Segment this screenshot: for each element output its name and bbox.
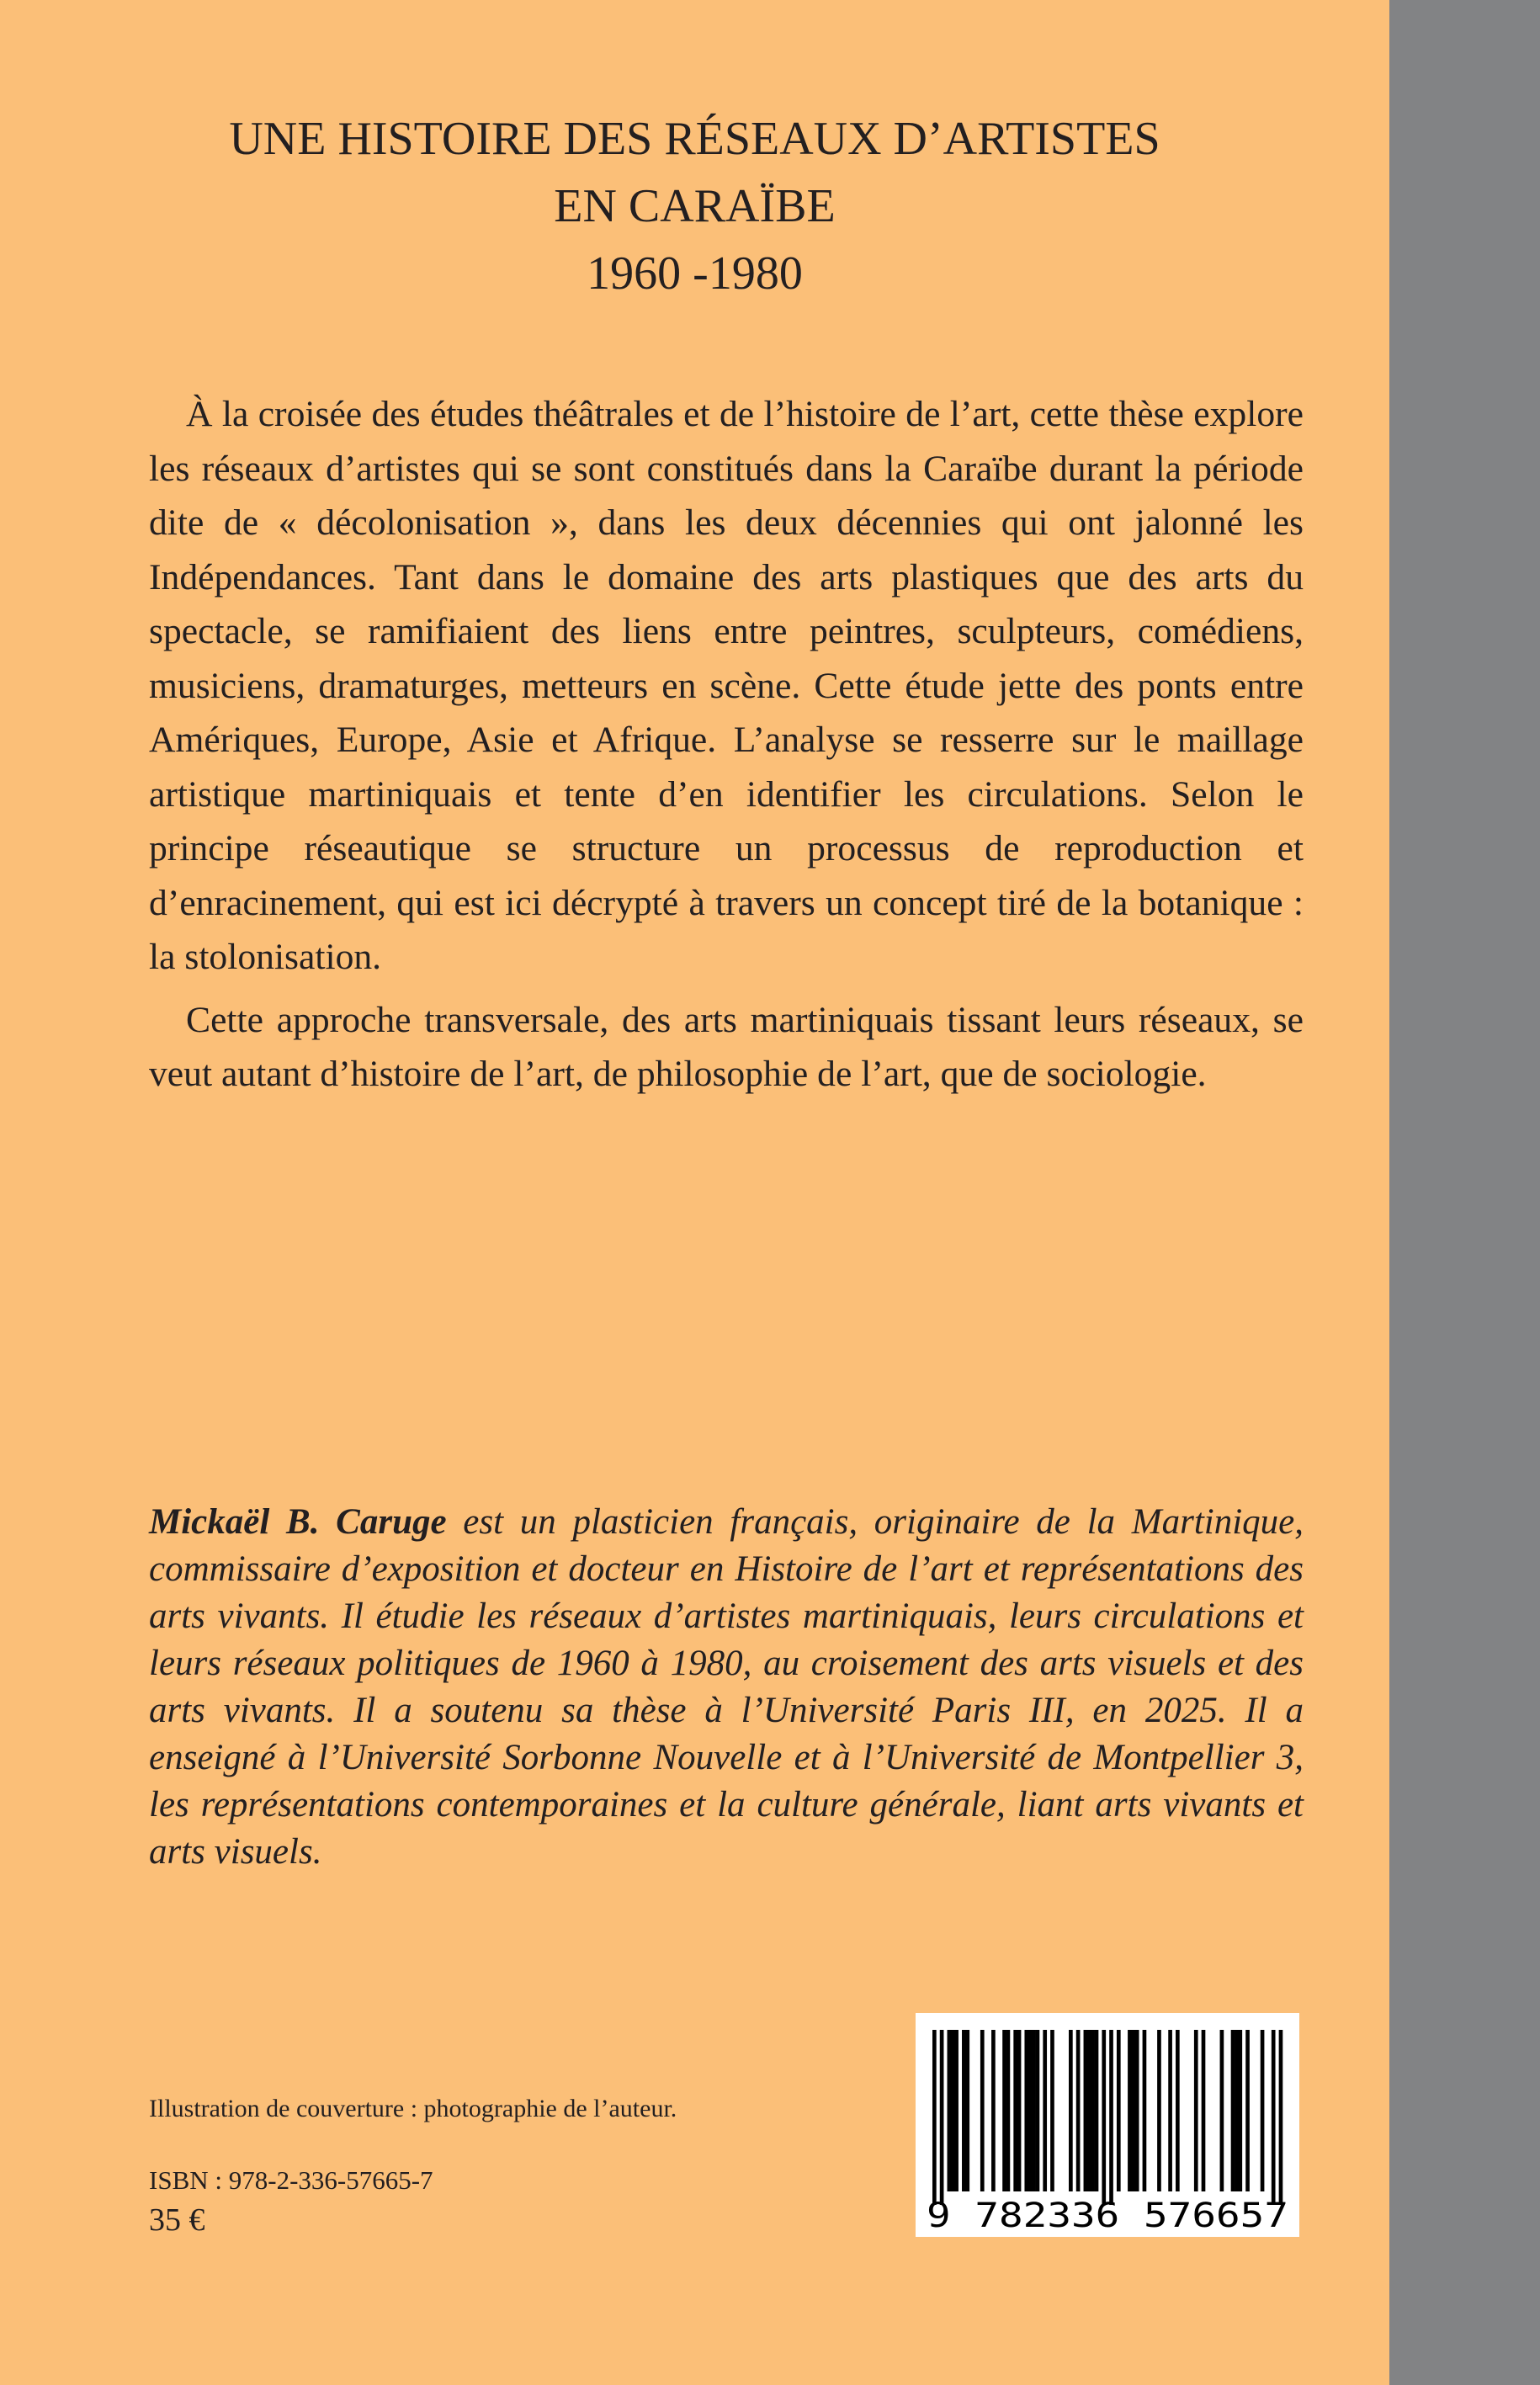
title-line-1: UNE HISTOIRE DES RÉSEAUX D’ARTISTES	[229, 113, 1160, 165]
barcode-bar	[1013, 2030, 1017, 2191]
barcode-bar	[1176, 2030, 1180, 2191]
book-title	[0, 105, 1389, 307]
barcode-bar	[1272, 2030, 1276, 2205]
barcode-icon	[916, 2013, 1299, 2237]
author-bio	[149, 1499, 1304, 1876]
barcode-bar	[954, 2030, 959, 2191]
barcode-bar	[1084, 2030, 1088, 2191]
barcode-bar	[1279, 2030, 1283, 2205]
title-line-2: EN CARAÏBE	[554, 180, 836, 232]
barcode-bar	[1245, 2030, 1250, 2191]
barcode-bar	[1220, 2030, 1224, 2191]
barcode-bar	[1261, 2030, 1265, 2191]
barcode-digits: 9 782336 576657	[927, 2196, 1288, 2235]
barcode-bar	[1024, 2030, 1028, 2191]
barcode-bar	[1235, 2030, 1239, 2191]
barcode-bar	[1131, 2030, 1135, 2191]
barcode-bar	[948, 2030, 952, 2191]
barcode-bar	[1087, 2030, 1091, 2191]
barcode-bar	[962, 2030, 966, 2191]
price: 35 €	[149, 2202, 205, 2238]
barcode-bar	[1135, 2030, 1139, 2191]
barcode-bar	[1017, 2030, 1022, 2191]
barcode-bar	[1143, 2030, 1147, 2191]
barcode-bar	[932, 2030, 937, 2205]
barcode-bar	[1128, 2030, 1132, 2191]
barcode-bar	[1032, 2030, 1036, 2191]
book-summary	[149, 387, 1304, 1102]
barcode-bar	[1202, 2030, 1206, 2191]
spine-strip	[1389, 0, 1540, 2385]
barcode-bar	[1109, 2030, 1113, 2205]
summary-paragraph-2: Cette approche transversale, des arts martiniquais tissant leurs réseaux, se veut autant d’histoire de l’art, de philosophie de l’art, que de sociologie.	[149, 999, 1304, 1094]
barcode-bar	[1028, 2030, 1033, 2191]
cover-credit: Illustration de couverture : photographie de l’auteur.	[149, 2095, 677, 2122]
barcode-bar	[991, 2030, 996, 2191]
summary-paragraph-1: À la croisée des études théâtrales et de l’histoire de l’art, cette thèse explore les réseaux d’artistes qui se sont constitués dans la Caraïbe durant la période dite de « décolonisation », dans les deux décennies qui ont jalonné les Indépendances. Tant dans le domaine des arts plastiques que des arts du spectacle, se ramifiaient des liens entre peintres, sculpteurs, comédiens, musiciens, dramaturges, metteurs en scène. Cette étude jette des ponts entre Amériques, Europe, Asie et Afrique. L’analyse se resserre sur le maillage artistique martiniquais et tente d’en identifier les circulations. Selon le principe réseautique se structure un processus de reproduction et d’enracinement, qui est ici décrypté à travers un concept tiré de la botanique : la stolonisation.	[149, 394, 1304, 977]
title-dates: 1960 -1980	[587, 247, 803, 300]
barcode-bar	[1076, 2030, 1081, 2191]
barcode-bar	[1117, 2030, 1121, 2191]
barcode-bar	[1091, 2030, 1095, 2191]
barcode-bar	[1002, 2030, 1006, 2191]
barcode-bar	[1168, 2030, 1172, 2191]
barcode-bar	[980, 2030, 985, 2191]
isbn: ISBN : 978-2-336-57665-7	[149, 2165, 433, 2195]
barcode-bar	[951, 2030, 955, 2191]
barcode-bar	[1194, 2030, 1198, 2191]
barcode-bar	[1238, 2030, 1242, 2191]
barcode-bar	[1095, 2030, 1099, 2191]
barcode-bar	[1102, 2030, 1106, 2205]
author-name: Mickaël B. Caruge	[149, 1502, 447, 1542]
barcode-bar	[1157, 2030, 1161, 2191]
barcode-bar	[1036, 2030, 1040, 2191]
barcode-bar	[965, 2030, 969, 2191]
barcode-bar	[1043, 2030, 1047, 2191]
author-bio-text: est un plasticien français, originaire de la Martinique, commissaire d’exposition et docteur en Histoire de l’art et représentations des arts vivants. Il étudie les réseaux d’artistes martiniquais, leurs circulations et leurs réseaux politiques de 1960 à 1980, au croisement des arts visuels et des arts vivants. Il a soutenu sa thèse à l’Université Paris III, en 2025. Il a enseigné à l’Université Sorbonne Nouvelle et à l’Université de Montpellier 3, les représentations contemporaines et la culture générale, liant arts vivants et arts visuels.	[149, 1502, 1304, 1872]
barcode-bar	[940, 2030, 944, 2205]
barcode-bar	[1050, 2030, 1054, 2191]
barcode-bars	[932, 2030, 1282, 2205]
barcode-bar	[1006, 2030, 1011, 2191]
barcode-bar	[1231, 2030, 1235, 2191]
barcode-bar	[1069, 2030, 1073, 2191]
